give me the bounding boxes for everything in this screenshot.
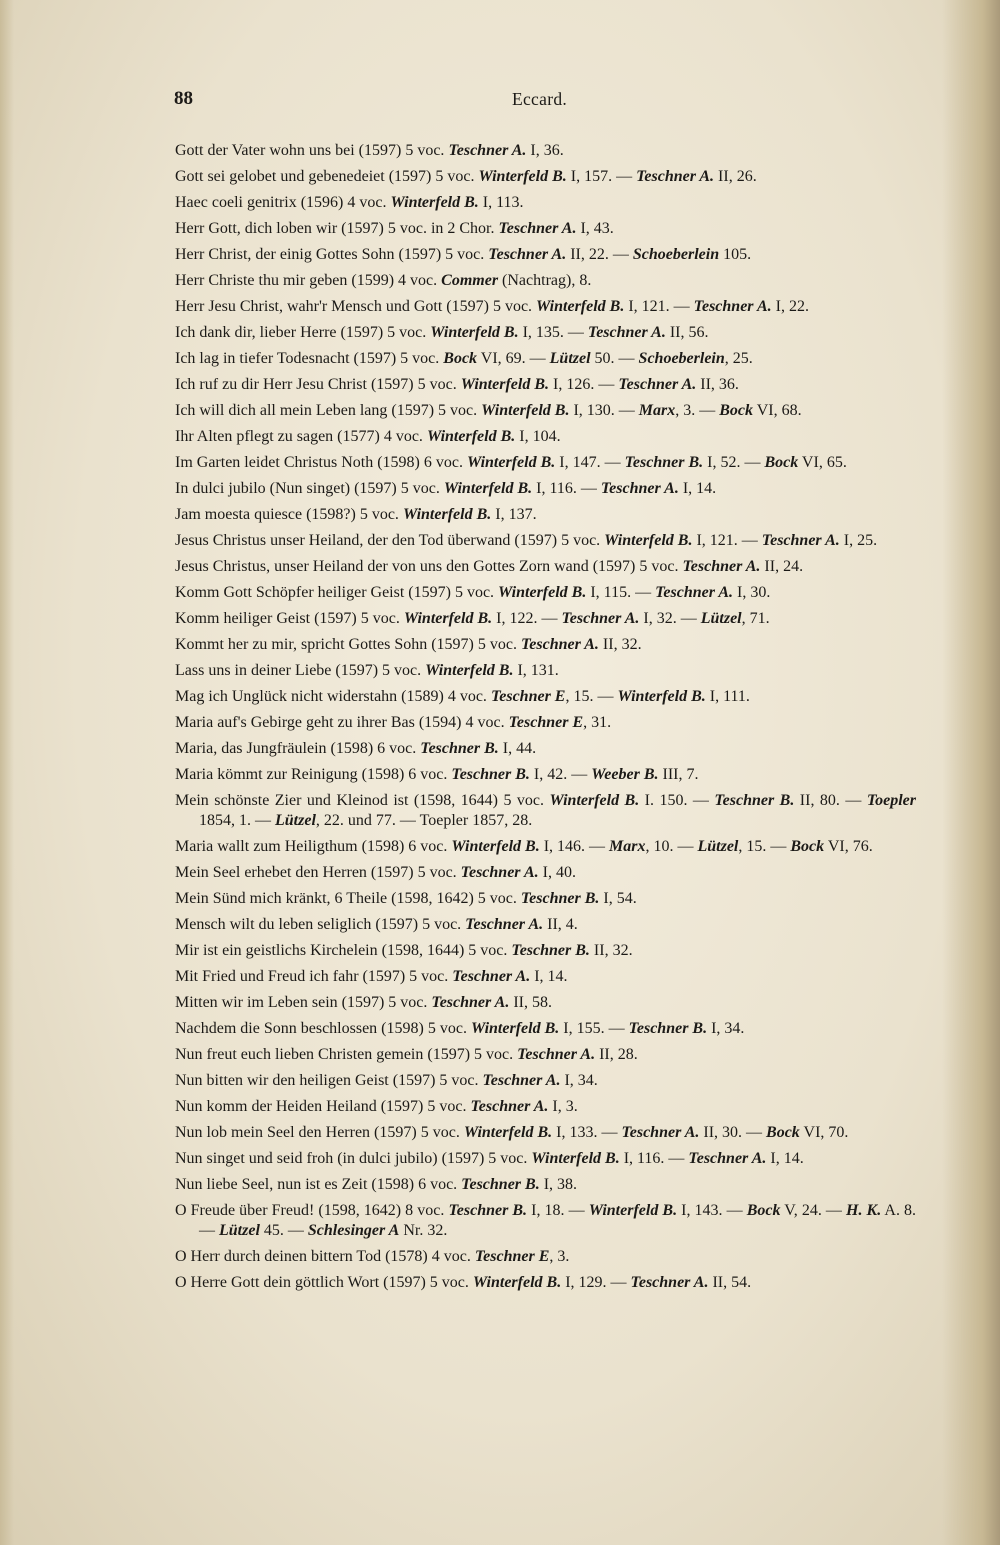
source-reference: Teschner A. (693, 298, 772, 315)
source-reference: Teschner A. (517, 1046, 596, 1063)
source-reference: Winterfeld B. (463, 1124, 553, 1141)
source-reference: Marx (609, 838, 646, 855)
entry: Ich will dich all mein Leben lang (1597) 5 voc. Winterfeld B. I, 130. — Marx, 3. — Bock VI, 68. (175, 402, 802, 419)
source-reference: Teschner A. (761, 532, 840, 549)
source-reference: Teschner A. (460, 864, 539, 881)
entry: O Freude über Freud! (1598, 1642) 8 voc. Teschner B. I, 18. — Winterfeld B. I, 143. — Bock V, 24. — H. K. A. 8. — Lützel 45. — Schlesinger A Nr. 32. (175, 1202, 917, 1239)
source-reference: Marx (638, 402, 676, 419)
entry: Nun bitten wir den heiligen Geist (1597) 5 voc. Teschner A. I, 34. (175, 1072, 598, 1089)
source-reference: Commer (441, 272, 499, 289)
entry: O Herre Gott dein göttlich Wort (1597) 5 voc. Winterfeld B. I, 129. — Teschner A. II, 54. (175, 1274, 752, 1291)
entry: Gott sei gelobet und gebenedeiet (1597) 5 voc. Winterfeld B. I, 157. — Teschner A. II, 26. (175, 168, 757, 185)
entry: Herr Jesu Christ, wahr'r Mensch und Gott (1597) 5 voc. Winterfeld B. I, 121. — Teschner A. I, 22. (175, 298, 809, 315)
entry: Gott der Vater wohn uns bei (1597) 5 voc. Teschner A. I, 36. (175, 142, 564, 159)
source-reference: Winterfeld B. (472, 1274, 562, 1291)
entry: Ich dank dir, lieber Herre (1597) 5 voc. Winterfeld B. I, 135. — Teschner A. II, 56. (175, 324, 709, 341)
source-reference: Teschner A. (682, 558, 761, 575)
source-reference: Teschner A. (431, 994, 510, 1011)
page-number: 88 (174, 88, 193, 109)
entry: Mitten wir im Leben sein (1597) 5 voc. Teschner A. II, 58. (175, 994, 552, 1011)
source-reference: Teschner B. (448, 1202, 528, 1219)
source-reference: Schlesinger A (307, 1222, 400, 1239)
entry: Nachdem die Sonn beschlossen (1598) 5 voc. Winterfeld B. I, 155. — Teschner B. I, 34. (175, 1020, 745, 1037)
source-reference: Teschner B. (461, 1176, 540, 1193)
source-reference: Teschner A. (488, 246, 567, 263)
entry: Maria wallt zum Heiligthum (1598) 6 voc. Winterfeld B. I, 146. — Marx, 10. — Lützel, 15. — Bock VI, 76. (175, 838, 873, 855)
source-reference: Teschner A. (448, 142, 527, 159)
source-reference: Teschner B. (714, 792, 795, 809)
source-reference: Winterfeld B. (430, 324, 519, 341)
source-reference: Schoeberlein (638, 350, 725, 367)
source-reference: Winterfeld B. (466, 454, 556, 471)
source-reference: Winterfeld B. (390, 194, 479, 211)
entry: Ihr Alten pflegt zu sagen (1577) 4 voc. Winterfeld B. I, 104. (175, 428, 561, 445)
source-reference: Weeber B. (591, 766, 659, 783)
source-reference: Winterfeld B. (470, 1020, 560, 1037)
source-reference: Winterfeld B. (549, 792, 640, 809)
entry: Jam moesta quiesce (1598?) 5 voc. Winterfeld B. I, 137. (175, 506, 537, 523)
entry: Im Garten leidet Christus Noth (1598) 6 voc. Winterfeld B. I, 147. — Teschner B. I, 52. — Bock VI, 65. (175, 454, 847, 471)
source-reference: Teschner A. (498, 220, 577, 237)
entry: Herr Christ, der einig Gottes Sohn (1597) 5 voc. Teschner A. II, 22. — Schoeberlein 105. (175, 246, 752, 263)
entry: Kommt her zu mir, spricht Gottes Sohn (1597) 5 voc. Teschner A. II, 32. (175, 636, 642, 653)
source-reference: Winterfeld B. (425, 662, 514, 679)
source-reference: Teschner A. (655, 584, 734, 601)
source-reference: Teschner A. (636, 168, 715, 185)
entry: Nun freut euch lieben Christen gemein (1597) 5 voc. Teschner A. II, 28. (175, 1046, 638, 1063)
source-reference: Lützel (697, 838, 739, 855)
entry: Maria, das Jungfräulein (1598) 6 voc. Teschner B. I, 44. (175, 740, 537, 757)
source-reference: Winterfeld B. (478, 168, 567, 185)
entry: Komm heiliger Geist (1597) 5 voc. Winterfeld B. I, 122. — Teschner A. I, 32. — Lützel, 71. (175, 610, 770, 627)
source-reference: Winterfeld B. (481, 402, 570, 419)
entry: Haec coeli genitrix (1596) 4 voc. Winterfeld B. I, 113. (175, 194, 524, 211)
entry: Jesus Christus unser Heiland, der den Tod überwand (1597) 5 voc. Winterfeld B. I, 121. — Teschner A. I, 25. (175, 532, 878, 549)
entry: Mensch wilt du leben seliglich (1597) 5 voc. Teschner A. II, 4. (175, 916, 578, 933)
source-reference: Teschner A. (688, 1150, 767, 1167)
running-head: Eccard. (512, 89, 568, 109)
source-reference: Winterfeld B. (604, 532, 693, 549)
entry: Mag ich Unglück nicht widerstahn (1589) 4 voc. Teschner E, 15. — Winterfeld B. I, 111. (175, 688, 750, 705)
source-reference: Teschner B. (451, 766, 530, 783)
entry: Herr Christe thu mir geben (1599) 4 voc. Commer (Nachtrag), 8. (175, 272, 592, 289)
entry: Nun komm der Heiden Heiland (1597) 5 voc. Teschner A. I, 3. (175, 1098, 578, 1115)
entry: Komm Gott Schöpfer heiliger Geist (1597) 5 voc. Winterfeld B. I, 115. — Teschner A. I, 30. (175, 584, 771, 601)
entry: Nun lob mein Seel den Herren (1597) 5 voc. Winterfeld B. I, 133. — Teschner A. II, 30. — Bock VI, 70. (175, 1124, 849, 1141)
source-reference: Teschner A. (600, 480, 679, 497)
source-reference: Winterfeld B. (403, 610, 493, 627)
source-reference: Lützel (549, 350, 591, 367)
source-reference: Winterfeld B. (536, 298, 625, 315)
source-reference: Winterfeld B. (617, 688, 706, 705)
source-reference: Bock (746, 1202, 781, 1219)
entry: Jesus Christus, unser Heiland der von uns den Gottes Zorn wand (1597) 5 voc. Teschner A. II, 24. (175, 558, 804, 575)
source-reference: Teschner B. (511, 942, 590, 959)
entry: Herr Gott, dich loben wir (1597) 5 voc. in 2 Chor. Teschner A. I, 43. (175, 220, 614, 237)
source-reference: Teschner A. (618, 376, 697, 393)
source-reference: Winterfeld B. (426, 428, 516, 445)
source-reference: Lützel (275, 812, 316, 829)
source-reference: Winterfeld B. (451, 838, 540, 855)
source-reference: Bock (790, 838, 825, 855)
source-reference: Bock (719, 402, 753, 419)
entry: Maria kömmt zur Reinigung (1598) 6 voc. Teschner B. I, 42. — Weeber B. III, 7. (175, 766, 699, 783)
page-header (0, 88, 1000, 114)
source-reference: Bock (766, 1124, 800, 1141)
source-reference: Bock (764, 454, 799, 471)
source-reference: Teschner B. (624, 454, 704, 471)
source-reference: Teschner A. (561, 610, 640, 627)
entry: Ich lag in tiefer Todesnacht (1597) 5 voc. Bock VI, 69. — Lützel 50. — Schoeberlein, 25. (175, 350, 753, 367)
source-reference: H. K. (846, 1202, 882, 1219)
entry: O Herr durch deinen bittern Tod (1578) 4 voc. Teschner E, 3. (175, 1248, 570, 1265)
page-edge-left (0, 0, 14, 1545)
source-reference: Lützel (700, 610, 742, 627)
source-reference: Schoeberlein (632, 246, 720, 263)
source-reference: Teschner A. (587, 324, 666, 341)
source-reference: Teschner B. (420, 740, 499, 757)
source-reference: Winterfeld B. (443, 480, 533, 497)
source-reference: Teschner B. (628, 1020, 708, 1037)
source-reference: Winterfeld B. (531, 1150, 620, 1167)
source-reference: Bock (443, 350, 478, 367)
source-reference: Teschner A. (621, 1124, 700, 1141)
source-reference: Teschner E (508, 714, 584, 731)
source-reference: Teschner A. (520, 636, 599, 653)
source-reference: Teschner A. (452, 968, 531, 985)
source-reference: Winterfeld B. (402, 506, 492, 523)
source-reference: Teschner E (474, 1248, 550, 1265)
source-reference: Teschner A. (630, 1274, 709, 1291)
entry: Nun liebe Seel, nun ist es Zeit (1598) 6 voc. Teschner B. I, 38. (175, 1176, 578, 1193)
source-reference: Winterfeld B. (498, 584, 587, 601)
entry: Nun singet und seid froh (in dulci jubilo) (1597) 5 voc. Winterfeld B. I, 116. — Teschner A. I, 14. (175, 1150, 804, 1167)
entry-list (175, 141, 916, 1299)
source-reference: Winterfeld B. (460, 376, 549, 393)
entry: Maria auf's Gebirge geht zu ihrer Bas (1594) 4 voc. Teschner E, 31. (175, 714, 612, 731)
page-edge-right (942, 0, 1000, 1545)
source-reference: Teschner A. (482, 1072, 561, 1089)
entry: Mein schönste Zier und Kleinod ist (1598, 1644) 5 voc. Winterfeld B. I. 150. — Teschner B. II, 80. — Toepler 1854, 1. — Lützel, 22. und 77. — Toepler 1857, 28. (175, 792, 916, 829)
source-reference: Teschner B. (520, 890, 600, 907)
entry: Lass uns in deiner Liebe (1597) 5 voc. Winterfeld B. I, 131. (175, 662, 559, 679)
entry: In dulci jubilo (Nun singet) (1597) 5 voc. Winterfeld B. I, 116. — Teschner A. I, 14. (175, 480, 717, 497)
source-reference: Teschner A. (470, 1098, 549, 1115)
entry: Mein Sünd mich kränkt, 6 Theile (1598, 1642) 5 voc. Teschner B. I, 54. (175, 890, 637, 907)
entry: Ich ruf zu dir Herr Jesu Christ (1597) 5 voc. Winterfeld B. I, 126. — Teschner A. II, 36. (175, 376, 739, 393)
source-reference: Winterfeld B. (588, 1202, 678, 1219)
entry: Mein Seel erhebet den Herren (1597) 5 voc. Teschner A. I, 40. (175, 864, 576, 881)
entry: Mir ist ein geistlichs Kirchelein (1598, 1644) 5 voc. Teschner B. II, 32. (175, 942, 633, 959)
source-reference: Teschner E (490, 688, 566, 705)
source-reference: Teschner A. (465, 916, 544, 933)
entry: Mit Fried und Freud ich fahr (1597) 5 voc. Teschner A. I, 14. (175, 968, 568, 985)
source-reference: Lützel (219, 1222, 260, 1239)
source-reference: Toepler (866, 792, 916, 809)
